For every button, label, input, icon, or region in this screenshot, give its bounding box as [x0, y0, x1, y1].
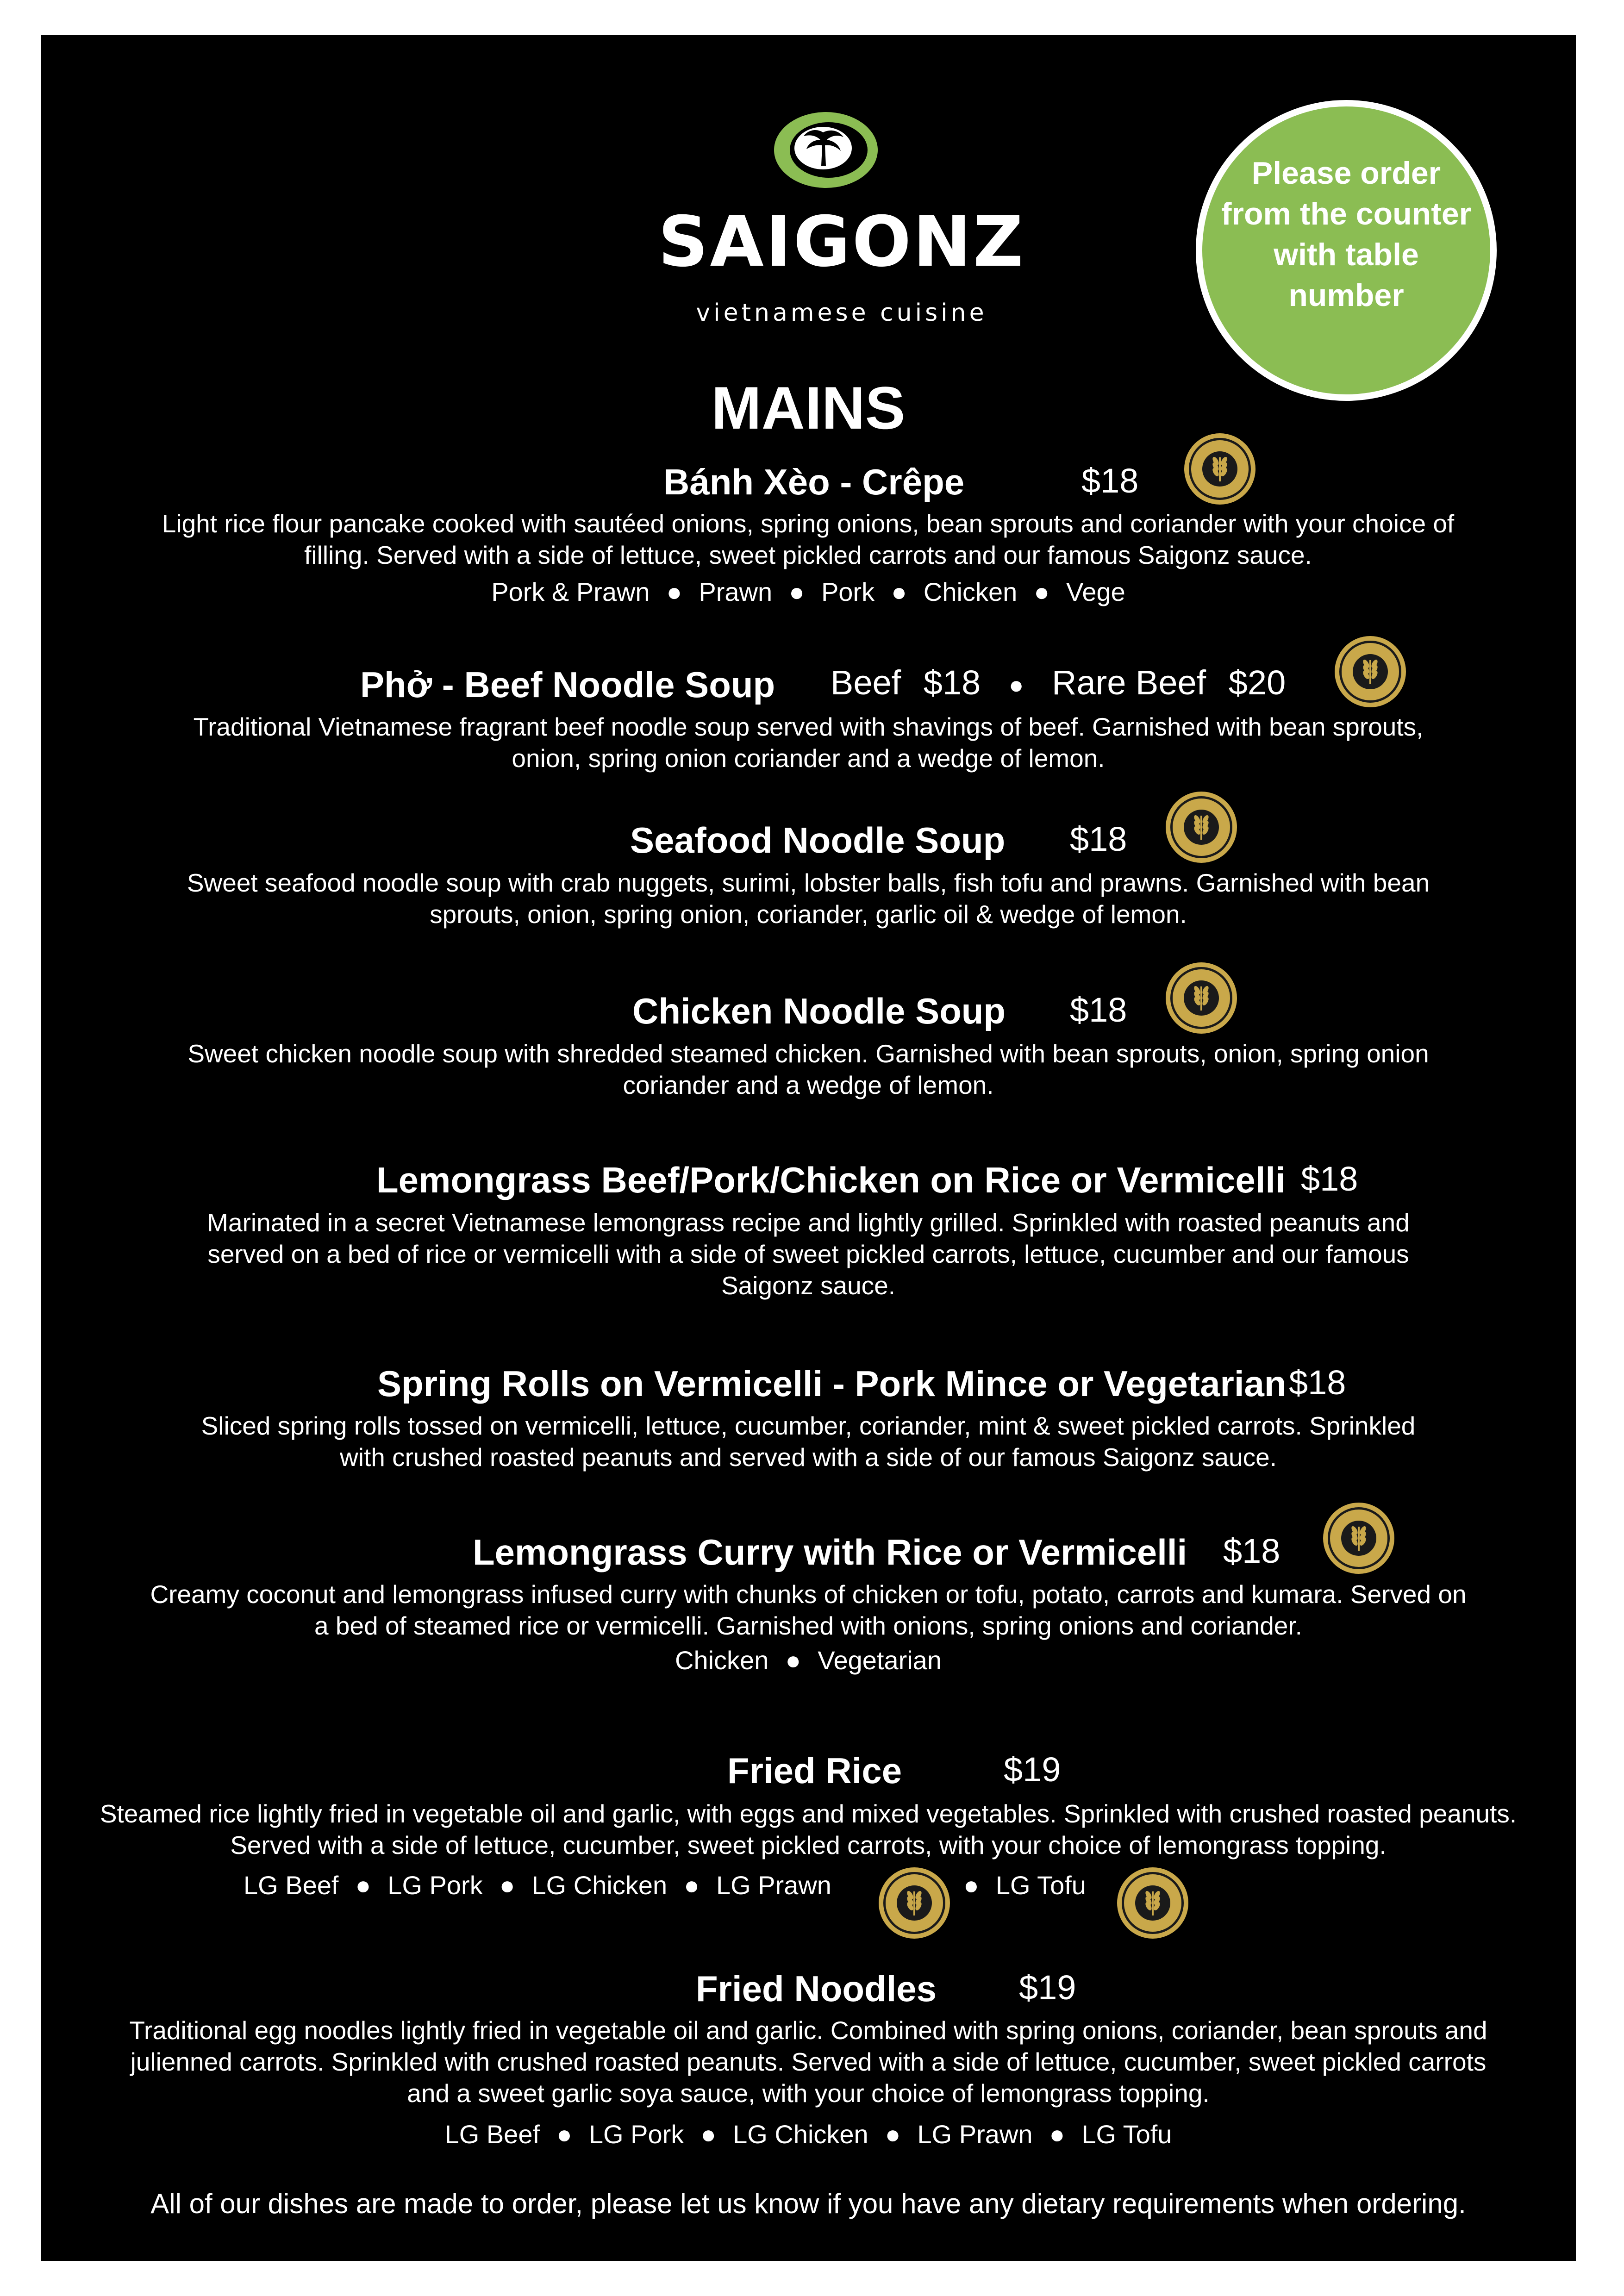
wheat-icon — [1117, 1867, 1188, 1939]
item-description: Steamed rice lightly fried in vegetable oil and garlic, with eggs and mixed vegetables. Sprinkled with crushed roasted peanuts. Served with a side of lettuce, cucumber, sweet pickled carrots, with your choice of lemongrass topping. — [100, 1799, 1517, 1859]
item-description: Sliced spring rolls tossed on vermicelli, lettuce, cucumber, coriander, mint & sweet pickled carrots. Sprinkled with crushed roasted peanuts and served with a side of our famous Saigonz sauce. — [201, 1411, 1416, 1472]
option: Chicken — [675, 1646, 769, 1675]
separator: ● — [684, 1871, 700, 1900]
palm-logo-icon — [769, 105, 882, 193]
item-name: Lemongrass Beef/Pork/Chicken on Rice or Vermicelli — [376, 1160, 1286, 1200]
item-options — [41, 1645, 1576, 1675]
item-name: Fried Rice — [727, 1750, 902, 1791]
option: LG Prawn — [917, 2120, 1033, 2149]
brand-tagline: vietnamese cuisine — [696, 299, 987, 327]
separator: ● — [885, 2120, 901, 2149]
item-description: Sweet seafood noodle soup with crab nuggets, surimi, lobster balls, fish tofu and prawns. Garnished with bean sprouts, onion, spring onion, coriander, garlic oil & wedge of lemon. — [187, 868, 1430, 929]
item-price: $18 — [1070, 820, 1127, 858]
option: LG Prawn — [716, 1871, 831, 1900]
wheat-icon — [1323, 1503, 1394, 1574]
option: Pork & Prawn — [491, 577, 650, 606]
brand-logo — [656, 105, 1027, 364]
separator: ● — [789, 577, 805, 606]
wheat-icon — [1166, 962, 1237, 1034]
option: Chicken — [923, 577, 1018, 606]
separator: ● — [1034, 577, 1050, 606]
item-price: $19 — [1019, 1968, 1076, 2007]
separator: ● — [355, 1871, 371, 1900]
item-name: Lemongrass Curry with Rice or Vermicelli — [473, 1532, 1187, 1572]
item-price: $18 — [1081, 462, 1139, 500]
option: LG Tofu — [1081, 2120, 1172, 2149]
option: LG Pork — [387, 1871, 483, 1900]
item-price-options — [831, 663, 1286, 702]
item-name: Spring Rolls on Vermicelli - Pork Mince or Vegetarian — [377, 1363, 1287, 1404]
gluten-free-icon — [1166, 962, 1237, 1034]
item-price: $18 — [1289, 1363, 1346, 1402]
option: LG Tofu — [995, 1871, 1086, 1900]
gluten-free-icon — [1166, 792, 1237, 863]
item-price: $18 — [1070, 991, 1127, 1029]
separator: ● — [785, 1646, 801, 1675]
price-option-price: $18 — [923, 663, 981, 702]
gluten-free-icon — [1184, 433, 1255, 505]
option: Pork — [821, 577, 875, 606]
item-description: Traditional egg noodles lightly fried in vegetable oil and garlic. Combined with spring onions, coriander, bean sprouts and julienned carrots. Sprinkled with crushed roasted peanuts. Served with a side of lettuce, cucumber, sweet pickled carrots and a sweet garlic soya sauce, with your choice of lemongrass topping. — [129, 2016, 1487, 2108]
wheat-icon — [1184, 433, 1255, 505]
option: LG Beef — [244, 1871, 339, 1900]
item-description: Creamy coconut and lemongrass infused curry with chunks of chicken or tofu, potato, carrots and kumara. Served on a bed of steamed rice or vermicelli. Garnished with onions, spring onions and coriander. — [150, 1580, 1467, 1640]
option: LG Beef — [444, 2120, 540, 2149]
menu-panel — [41, 35, 1576, 2261]
option: LG Chicken — [733, 2120, 868, 2149]
item-options — [41, 577, 1576, 607]
item-options — [41, 2119, 1576, 2149]
brand-name: SAIGONZ — [658, 202, 1025, 282]
item-price: $18 — [1223, 1532, 1280, 1570]
separator: ● — [963, 1871, 979, 1900]
item-description: Marinated in a secret Vietnamese lemongrass recipe and lightly grilled. Sprinkled with roasted peanuts and served on a bed of rice or vermicelli with a side of sweet pickled carrots, lettuce, cucumber and our famous Saigonz sauce. — [207, 1208, 1410, 1300]
separator: ● — [666, 577, 682, 606]
separator: ● — [1049, 2120, 1065, 2149]
option: Vege — [1066, 577, 1125, 606]
wheat-icon — [1166, 792, 1237, 863]
gluten-free-icon — [1117, 1867, 1188, 1939]
section-title: MAINS — [711, 374, 906, 442]
separator: ● — [1008, 671, 1024, 699]
option: LG Pork — [588, 2120, 684, 2149]
price-option-price: $20 — [1228, 663, 1286, 702]
item-description: Sweet chicken noodle soup with shredded steamed chicken. Garnished with bean sprouts, onion, spring onion coriander and a wedge of lemon. — [187, 1039, 1429, 1099]
price-option-label: Beef — [831, 663, 901, 702]
gluten-free-icon — [879, 1867, 950, 1939]
separator: ● — [556, 2120, 572, 2149]
item-price: $18 — [1301, 1160, 1358, 1198]
separator: ● — [499, 1871, 515, 1900]
item-description: Traditional Vietnamese fragrant beef noodle soup served with shavings of beef. Garnished with bean sprouts, onion, spring onion coriander and a wedge of lemon. — [193, 712, 1424, 773]
item-name: Phở - Beef Noodle Soup — [360, 664, 775, 705]
item-price: $19 — [1004, 1750, 1061, 1789]
item-name: Seafood Noodle Soup — [630, 820, 1006, 861]
option: Vegetarian — [818, 1646, 942, 1675]
option: LG Chicken — [531, 1871, 668, 1900]
option: Prawn — [699, 577, 773, 606]
item-options — [963, 1870, 1241, 1900]
price-option-label: Rare Beef — [1052, 663, 1206, 702]
wheat-icon — [1335, 636, 1406, 707]
item-name: Fried Noodles — [696, 1968, 937, 2009]
item-name: Bánh Xèo - Crêpe — [663, 462, 965, 502]
dietary-note: All of our dishes are made to order, please let us know if you have any dietary requirements when ordering. — [150, 2188, 1466, 2219]
gluten-free-icon — [1335, 636, 1406, 707]
order-instructions-text: Please order from the counter with table number — [1221, 156, 1472, 313]
wheat-icon — [879, 1867, 950, 1939]
item-description: Light rice flour pancake cooked with sautéed onions, spring onions, bean sprouts and coriander with your choice of filling. Served with a side of lettuce, sweet pickled carrots and our famous Saigonz sauce. — [162, 509, 1455, 569]
item-name: Chicken Noodle Soup — [632, 991, 1006, 1031]
gluten-free-icon — [1323, 1503, 1394, 1574]
order-instructions-badge — [1196, 100, 1497, 401]
separator: ● — [700, 2120, 717, 2149]
separator: ● — [891, 577, 907, 606]
